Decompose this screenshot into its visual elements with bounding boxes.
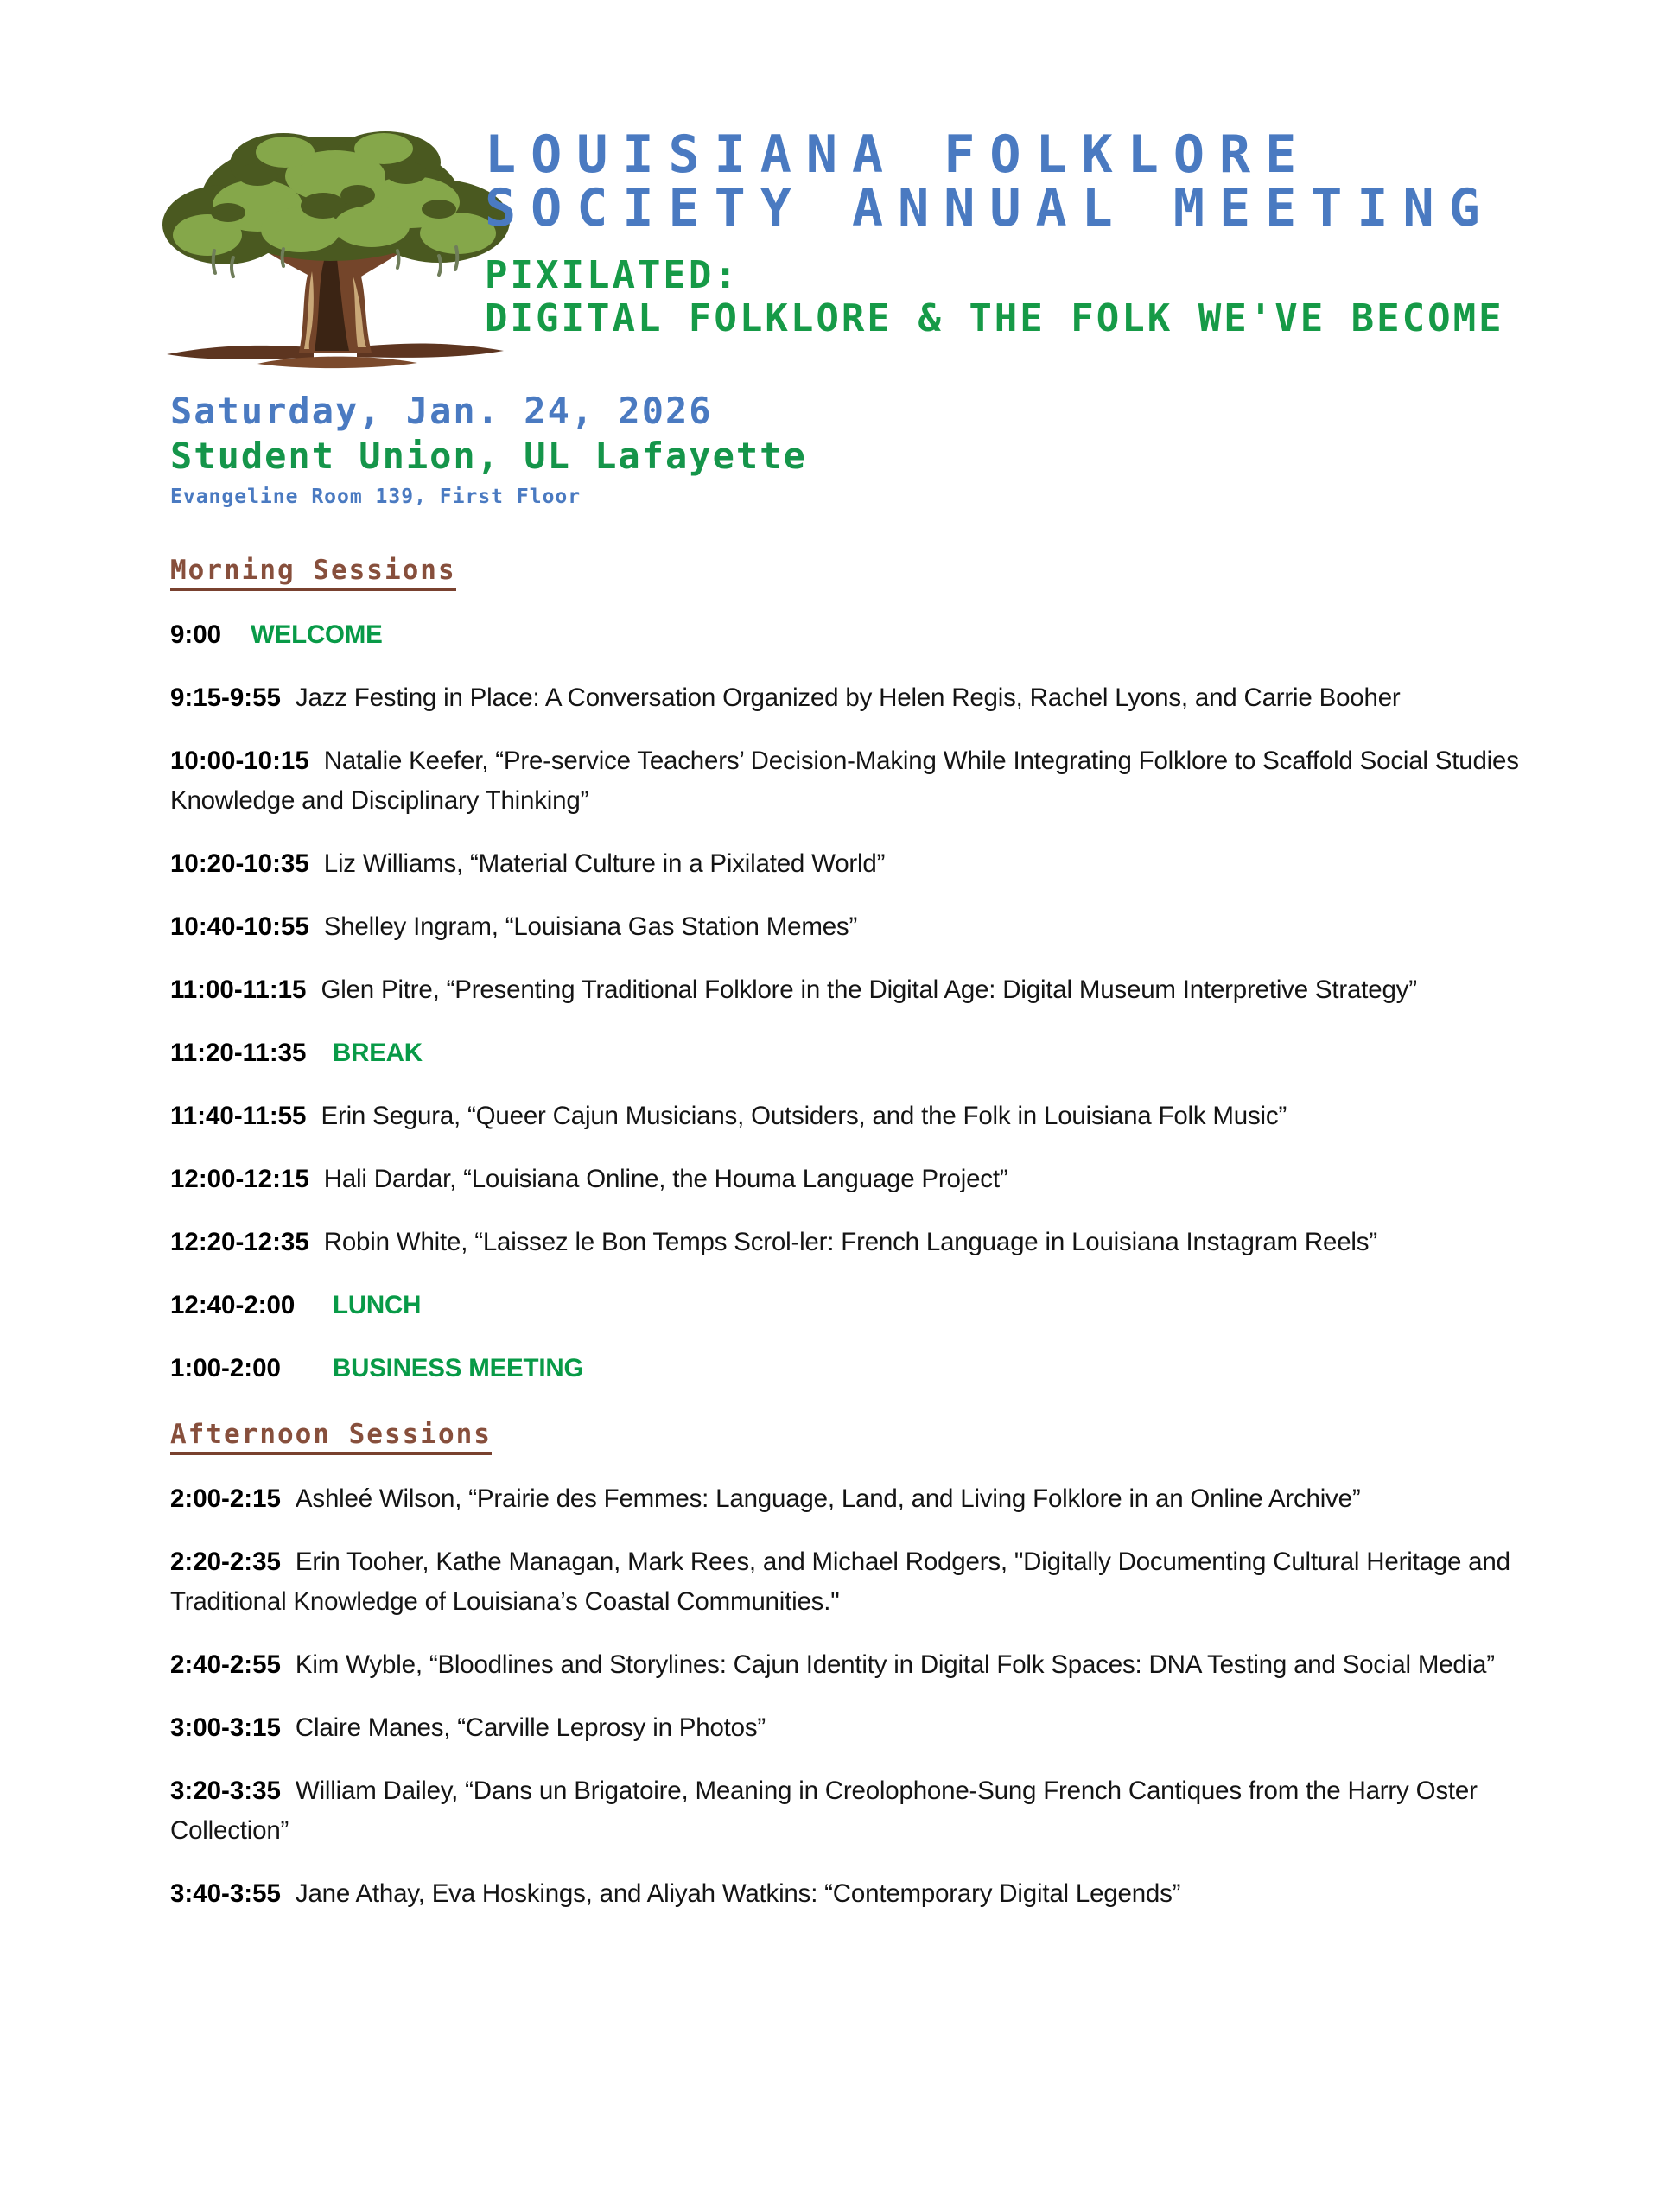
session-item bbox=[170, 907, 1574, 947]
session-time: 12:20-12:35 bbox=[170, 1228, 309, 1256]
session-item bbox=[170, 1708, 1574, 1748]
event-room: Evangeline Room 139, First Floor bbox=[170, 486, 582, 508]
session-item bbox=[170, 1286, 1574, 1325]
session-time: 1:00-2:00 bbox=[170, 1354, 281, 1382]
session-desc: Claire Manes, “Carville Leprosy in Photos” bbox=[295, 1713, 766, 1742]
header bbox=[485, 124, 1504, 340]
session-label: BUSINESS MEETING bbox=[333, 1354, 584, 1382]
live-oak-tree-icon bbox=[154, 119, 517, 372]
session-time: 10:20-10:35 bbox=[170, 849, 309, 878]
session-desc: Jane Athay, Eva Hoskings, and Aliyah Watkins: “Contemporary Digital Legends” bbox=[295, 1879, 1181, 1908]
afternoon-sessions-heading: Afternoon Sessions bbox=[170, 1420, 492, 1455]
session-label: BREAK bbox=[333, 1039, 423, 1067]
session-label: LUNCH bbox=[333, 1291, 422, 1319]
session-item bbox=[170, 1479, 1574, 1519]
session-desc: Jazz Festing in Place: A Conversation Organized by Helen Regis, Rachel Lyons, and Carrie Booher bbox=[295, 683, 1401, 712]
title-line1: LOUISIANA FOLKLORE bbox=[485, 124, 1312, 185]
session-time: 3:40-3:55 bbox=[170, 1879, 281, 1908]
session-item bbox=[170, 615, 1574, 655]
session-item bbox=[170, 970, 1574, 1010]
subtitle-line1: PIXILATED: bbox=[485, 253, 740, 297]
session-item bbox=[170, 1771, 1574, 1851]
session-item bbox=[170, 1223, 1574, 1262]
title-line2: SOCIETY ANNUAL MEETING bbox=[485, 178, 1495, 238]
session-desc: Hali Dardar, “Louisiana Online, the Houma Language Project” bbox=[323, 1165, 1008, 1193]
session-desc: Natalie Keefer, “Pre-service Teachers’ Decision-Making While Integrating Folklore to Scaffold Social Studies Knowledge and Disciplinary Thinking” bbox=[170, 747, 1519, 815]
session-item bbox=[170, 741, 1574, 821]
session-desc: Shelley Ingram, “Louisiana Gas Station Memes” bbox=[323, 912, 858, 941]
event-date: Saturday, Jan. 24, 2026 bbox=[170, 390, 713, 432]
subtitle-line2: DIGITAL FOLKLORE & THE FOLK WE'VE BECOME bbox=[485, 296, 1504, 340]
session-time: 2:20-2:35 bbox=[170, 1548, 281, 1576]
session-time: 10:00-10:15 bbox=[170, 747, 309, 775]
session-time: 2:00-2:15 bbox=[170, 1484, 281, 1513]
morning-sessions-heading: Morning Sessions bbox=[170, 556, 456, 591]
session-time: 11:20-11:35 bbox=[170, 1039, 307, 1067]
session-item bbox=[170, 1349, 1574, 1389]
session-item bbox=[170, 1542, 1574, 1622]
session-time: 3:00-3:15 bbox=[170, 1713, 281, 1742]
session-item bbox=[170, 1874, 1574, 1914]
session-item bbox=[170, 678, 1574, 718]
session-desc: William Dailey, “Dans un Brigatoire, Meaning in Creolophone-Sung French Cantiques from the Harry Oster Collection” bbox=[170, 1777, 1478, 1845]
session-time: 11:00-11:15 bbox=[170, 976, 307, 1004]
session-item bbox=[170, 1645, 1574, 1685]
session-item bbox=[170, 1160, 1574, 1199]
session-desc: Liz Williams, “Material Culture in a Pixilated World” bbox=[323, 849, 886, 878]
session-time: 9:15-9:55 bbox=[170, 683, 281, 712]
session-desc: Glen Pitre, “Presenting Traditional Folklore in the Digital Age: Digital Museum Interpretive Strategy” bbox=[321, 976, 1417, 1004]
session-time: 2:40-2:55 bbox=[170, 1650, 281, 1679]
session-time: 11:40-11:55 bbox=[170, 1102, 307, 1130]
session-item bbox=[170, 844, 1574, 884]
session-label: WELCOME bbox=[251, 620, 383, 649]
session-desc: Erin Segura, “Queer Cajun Musicians, Outsiders, and the Folk in Louisiana Folk Music” bbox=[321, 1102, 1287, 1130]
session-time: 3:20-3:35 bbox=[170, 1777, 281, 1805]
session-desc: Robin White, “Laissez le Bon Temps Scrol-ler: French Language in Louisiana Instagram Reels” bbox=[323, 1228, 1377, 1256]
session-time: 12:40-2:00 bbox=[170, 1291, 296, 1319]
session-item bbox=[170, 1096, 1574, 1136]
event-venue: Student Union, UL Lafayette bbox=[170, 435, 807, 477]
event-info bbox=[170, 389, 807, 512]
session-desc: Ashleé Wilson, “Prairie des Femmes: Language, Land, and Living Folklore in an Online Archive” bbox=[295, 1484, 1361, 1513]
session-desc: Kim Wyble, “Bloodlines and Storylines: Cajun Identity in Digital Folk Spaces: DNA Testing and Social Media” bbox=[295, 1650, 1495, 1679]
schedule bbox=[170, 556, 1574, 1937]
session-time: 12:00-12:15 bbox=[170, 1165, 309, 1193]
session-time: 10:40-10:55 bbox=[170, 912, 309, 941]
session-desc: Erin Tooher, Kathe Managan, Mark Rees, and Michael Rodgers, "Digitally Documenting Cultural Heritage and Traditional Knowledge of Louisiana’s Coastal Communities." bbox=[170, 1548, 1510, 1616]
session-time: 9:00 bbox=[170, 620, 222, 649]
session-item bbox=[170, 1033, 1574, 1073]
